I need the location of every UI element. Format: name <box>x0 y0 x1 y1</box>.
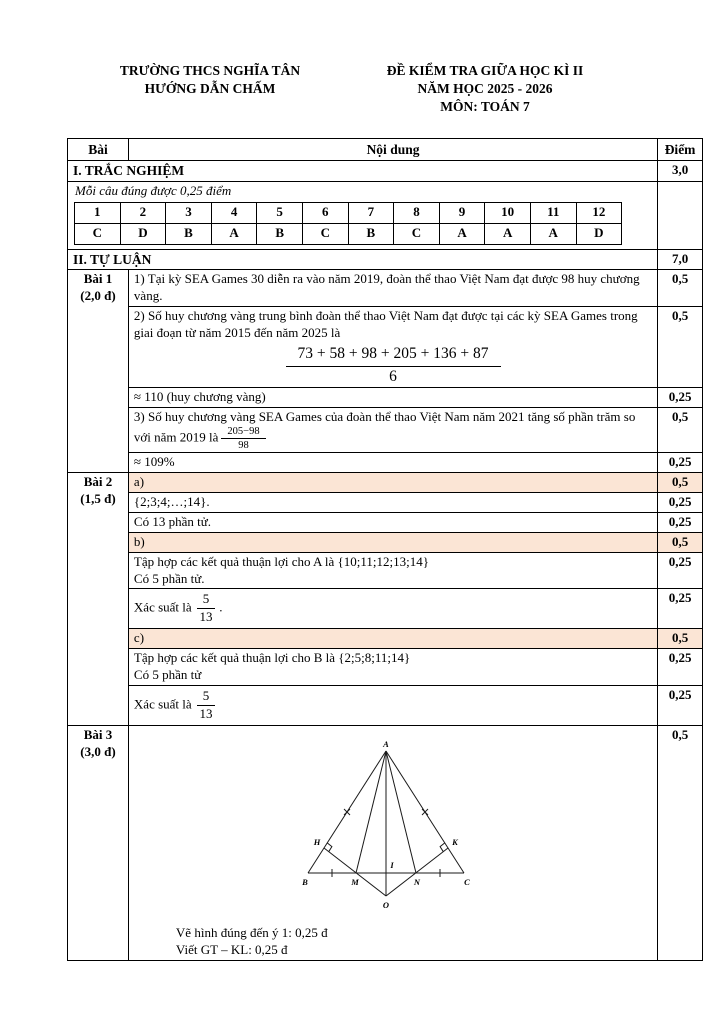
section1-title: I. TRẮC NGHIỆM <box>68 161 658 182</box>
q-answer: A <box>211 223 257 244</box>
figure-label-c: C <box>464 876 470 887</box>
bai1-answer-5: ≈ 109% <box>128 453 657 473</box>
bai3-notes <box>176 924 652 959</box>
bai2-row3 <box>68 552 703 589</box>
bai2-setA-line1: Tập hợp các kết quả thuận lợi cho A là {10;11;12;13;14} <box>133 553 429 569</box>
bai2-row-b <box>68 532 703 552</box>
bai1-row3 <box>68 388 703 408</box>
triangle-figure-wrap <box>298 739 488 922</box>
bai2-score-6: 0,25 <box>658 685 703 725</box>
bai1-score-2: 0,5 <box>658 306 703 387</box>
exam-title: ĐỀ KIỂM TRA GIỮA HỌC KÌ II <box>386 63 584 78</box>
q-answer: B <box>348 223 394 244</box>
q-answer: A <box>485 223 531 244</box>
q-answer: D <box>120 223 166 244</box>
bai1-answer-2 <box>128 306 657 387</box>
bai2-score-b: 0,5 <box>658 532 703 552</box>
bai1-row4 <box>68 408 703 453</box>
q-answer: C <box>394 223 440 244</box>
subject: MÔN: TOÁN 7 <box>440 99 530 115</box>
grading-guide-title: HƯỚNG DẪN CHẤM <box>144 81 276 97</box>
q-answer: A <box>530 223 576 244</box>
document-header <box>80 62 725 117</box>
bai2-row6 <box>68 685 703 725</box>
fraction-numerator: 5 <box>197 689 216 706</box>
section1-title-row <box>68 161 703 182</box>
q-answer: B <box>257 223 303 244</box>
col-header-bai: Bài <box>68 138 129 161</box>
bai3-note-2: Viết GT – KL: 0,25 đ <box>175 942 288 958</box>
bai1-score-3: 0,25 <box>658 388 703 408</box>
bai1-row1 <box>68 270 703 307</box>
bai2-answer-setB <box>128 649 657 686</box>
bai1-row5 <box>68 453 703 473</box>
q-answer: B <box>166 223 212 244</box>
bai1-label: Bài 1 <box>83 271 113 287</box>
percent-fraction <box>221 426 265 451</box>
figure-label-o: O <box>382 899 390 910</box>
bai3-points: (3,0 đ) <box>80 743 116 759</box>
bai1-points: (2,0 đ) <box>80 288 116 304</box>
q-number: 9 <box>439 202 485 223</box>
q-answer: C <box>75 223 121 244</box>
section2-title-row <box>68 249 703 270</box>
q-number: 3 <box>166 202 212 223</box>
q-number: 7 <box>348 202 394 223</box>
bai1-fraction-block <box>134 345 652 386</box>
bai2-row5 <box>68 649 703 686</box>
school-block <box>80 62 340 117</box>
bai3-figure-cell <box>128 725 657 960</box>
q-number: 11 <box>530 202 576 223</box>
bai2-setB-line1: Tập hợp các kết quả thuận lợi cho B là {2;5;8;11;14} <box>133 650 411 666</box>
school-name: TRƯỜNG THCS NGHĨA TÂN <box>119 63 301 78</box>
bai1-answer-3: ≈ 110 (huy chương vàng) <box>128 388 657 408</box>
exam-block <box>340 62 630 117</box>
bai2-probability-A <box>128 589 657 629</box>
bai2-part-c: c) <box>128 629 657 649</box>
bai3-label-cell <box>68 725 129 960</box>
section2-title: II. TỰ LUẬN <box>68 249 658 270</box>
q-number: 12 <box>576 202 622 223</box>
q-number: 5 <box>257 202 303 223</box>
bai2-setB-line2: Có 5 phần tử <box>133 667 202 683</box>
bai2-answer-setA <box>128 552 657 589</box>
section2-score: 7,0 <box>658 249 703 270</box>
q-number: 10 <box>485 202 531 223</box>
figure-label-a: A <box>383 738 389 749</box>
bai2-answer-count: Có 13 phần tử. <box>128 512 657 532</box>
fraction-denominator: 98 <box>238 440 249 452</box>
bai3-note-1: Vẽ hình đúng đến ý 1: 0,25 đ <box>175 924 328 940</box>
q-number: 6 <box>302 202 348 223</box>
bai2-score-5: 0,25 <box>658 649 703 686</box>
bai2-score-c: 0,5 <box>658 629 703 649</box>
figure-label-k: K <box>452 836 458 847</box>
col-header-noidung: Nội dung <box>128 138 657 161</box>
probability-suffix: . <box>219 599 223 615</box>
bai2-points: (1,5 đ) <box>80 490 116 506</box>
figure-label-h: H <box>313 836 321 847</box>
answer-key-cell <box>68 181 658 249</box>
bai2-score-a: 0,5 <box>658 473 703 493</box>
probability-text: Xác suất là <box>133 696 192 712</box>
q-answer: C <box>302 223 348 244</box>
bai2-score-2: 0,25 <box>658 512 703 532</box>
answer-number-row <box>75 202 622 223</box>
bai2-row4 <box>68 589 703 629</box>
figure-label-n: N <box>413 876 421 887</box>
bai2-row-a <box>68 473 703 493</box>
bai1-answer-1: 1) Tại kỳ SEA Games 30 diễn ra vào năm 2019, đoàn thể thao Việt Nam đạt được 98 huy chương vàng. <box>128 270 657 307</box>
bai2-score-3: 0,25 <box>658 552 703 589</box>
bai2-answer-set: {2;3;4;…;14}. <box>128 492 657 512</box>
bai2-part-b: b) <box>128 532 657 552</box>
q-number: 4 <box>211 202 257 223</box>
section1-score: 3,0 <box>658 161 703 182</box>
bai1-row2 <box>68 306 703 387</box>
bai2-row-c <box>68 629 703 649</box>
bai1-answer-2-text: 2) Số huy chương vàng trung bình đoàn thể thao Việt Nam đạt được tại các kỳ SEA Games trong giai đoạn từ năm 2015 đến năm 2025 là <box>133 307 638 340</box>
fraction-denominator: 13 <box>199 705 213 721</box>
answer-key-row <box>68 181 703 249</box>
figure-label-m: M <box>351 876 359 887</box>
bai2-label: Bài 2 <box>83 474 113 490</box>
bai2-score-4: 0,25 <box>658 589 703 629</box>
q-answer: D <box>576 223 622 244</box>
q-number: 8 <box>394 202 440 223</box>
answer-key-score-empty <box>658 181 703 249</box>
bai1-score-4: 0,5 <box>658 408 703 453</box>
q-number: 2 <box>120 202 166 223</box>
school-year: NĂM HỌC 2025 - 2026 <box>417 81 553 97</box>
bai2-row1 <box>68 492 703 512</box>
bai1-score-1: 0,5 <box>658 270 703 307</box>
table-header-row <box>68 138 703 161</box>
bai2-part-a: a) <box>128 473 657 493</box>
answer-key-table <box>74 202 622 245</box>
bai1-label-cell <box>68 270 129 473</box>
probability-fraction <box>197 592 216 625</box>
col-header-diem: Điểm <box>658 138 703 161</box>
fraction-numerator: 73 + 58 + 98 + 205 + 136 + 87 <box>286 345 501 367</box>
bai2-score-1: 0,25 <box>658 492 703 512</box>
bai1-answer-4 <box>128 408 657 453</box>
answer-key-note: Mỗi câu đúng được 0,25 điểm <box>75 182 232 198</box>
triangle-figure <box>298 739 488 917</box>
fraction-denominator: 13 <box>199 609 213 625</box>
fraction-denominator: 6 <box>389 367 397 385</box>
answer-choice-row <box>75 223 622 244</box>
bai3-score: 0,5 <box>658 725 703 960</box>
average-fraction <box>286 345 501 386</box>
q-answer: A <box>439 223 485 244</box>
probability-fraction <box>197 689 216 722</box>
fraction-numerator: 5 <box>197 592 216 609</box>
bai1-answer-4-text: 3) Số huy chương vàng SEA Games của đoàn thể thao Việt Nam năm 2021 tăng số phần trăm so với năm 2019 là <box>133 409 636 445</box>
bai1-score-5: 0,25 <box>658 453 703 473</box>
bai2-probability-B <box>128 685 657 725</box>
grading-table <box>67 138 703 961</box>
bai2-setA-line2: Có 5 phần tử. <box>133 570 205 586</box>
bai3-row <box>68 725 703 960</box>
figure-label-i: I <box>390 859 394 870</box>
bai3-label: Bài 3 <box>83 726 113 742</box>
probability-text: Xác suất là <box>133 599 192 615</box>
fraction-numerator: 205−98 <box>221 426 265 439</box>
bai2-row2 <box>68 512 703 532</box>
bai2-label-cell <box>68 473 129 726</box>
q-number: 1 <box>75 202 121 223</box>
figure-label-b: B <box>302 876 308 887</box>
